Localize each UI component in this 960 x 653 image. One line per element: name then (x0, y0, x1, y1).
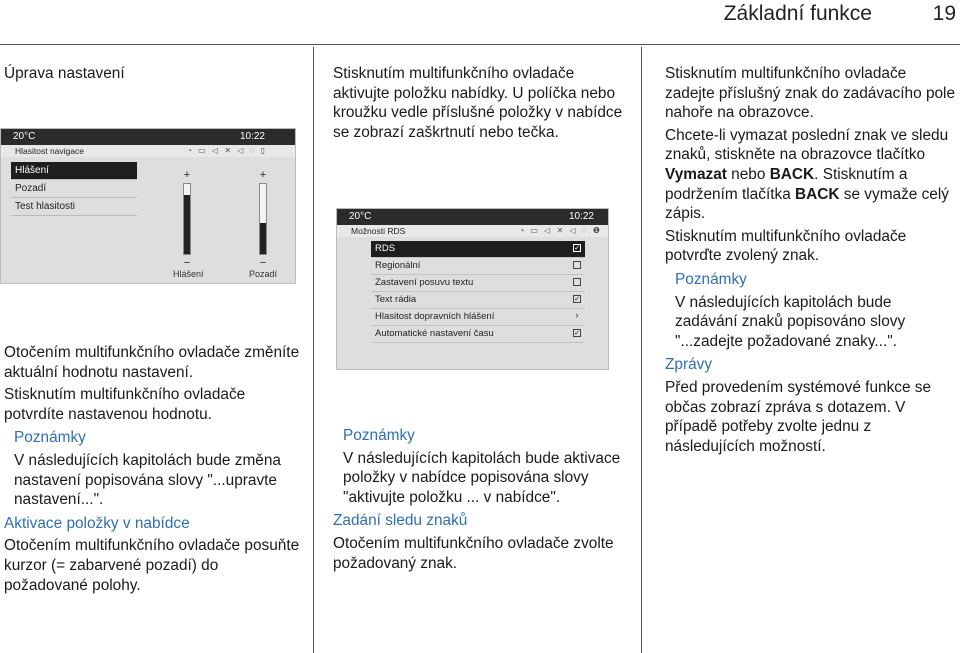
screen-subtitle: Hlasitost navigace (15, 146, 84, 156)
note-box (343, 426, 633, 507)
checkbox-icon (573, 278, 581, 286)
note-title: Poznámky (14, 429, 86, 447)
slider-fill (260, 223, 266, 255)
note-title: Poznámky (343, 427, 415, 444)
menu-item-label: Text rádia (375, 294, 417, 305)
note-box (14, 428, 304, 509)
screen-clock: 10:22 (568, 211, 594, 222)
column-3 (665, 64, 957, 459)
menu-item-label: Regionální (375, 260, 421, 271)
paragraph: Otočením multifunkčního ovladače posuňte kurzor (= zabarvené pozadí) do požadované polohy. (4, 537, 300, 594)
screen-status-bar (1, 129, 295, 145)
screen-clock: 10:22 (239, 131, 265, 142)
status-icons: ◔ ▭ ◁ ✕ ◁ ◌ ❶ (519, 226, 602, 235)
screen-subtitle-bar (337, 225, 608, 237)
screen-status-bar (337, 209, 608, 225)
screen-menu (11, 162, 137, 216)
section-title: Aktivace položky v nabídce (4, 514, 190, 532)
screen-rds-options (336, 208, 609, 370)
paragraph: Stisknutím multifunkčního ovladače zadejte příslušný znak do zadávacího pole nahoře na obrazovce. (665, 65, 956, 122)
text-run: nebo (726, 165, 770, 183)
screen-volume-settings (0, 128, 296, 284)
text-run: . Stisknutím a podržením tlačítka (665, 165, 908, 203)
column-2-body (333, 422, 633, 576)
slider-track (259, 183, 267, 255)
paragraph (665, 126, 957, 224)
page-number: 19 (932, 2, 956, 25)
header-rule (0, 44, 960, 45)
minus-icon: − (183, 257, 191, 269)
page-header (0, 0, 960, 46)
slider-label-hlaseni: Hlášení (173, 269, 204, 279)
menu-item-automaticke-nastaveni[interactable] (371, 326, 585, 343)
menu-item-label: Zastavení posuvu textu (375, 277, 474, 288)
note-text: V následujících kapitolách bude zadávání znaků popisováno slovy "...zadejte požadované znaky...". (675, 293, 906, 350)
menu-item-regionalni[interactable] (371, 258, 585, 275)
menu-item-pozadi[interactable]: Pozadí (11, 180, 137, 198)
text-run: Chcete-li vymazat poslední znak ve sledu znaků, stiskněte na obrazovce tlačítko (665, 126, 949, 164)
paragraph: Stisknutím multifunkčního ovladače potvrďte zvolený znak. (665, 227, 907, 265)
menu-item-label: RDS (375, 243, 396, 254)
menu-item-zastaveni-posuvu[interactable] (371, 275, 585, 292)
screen-subtitle-bar (1, 145, 295, 157)
status-icons: ◔ ▭ ◁ ✕ ◁ ◌ ▯ (187, 146, 267, 155)
paragraph: Stisknutím multifunkčního ovladače potvrdíte nastavenou hodnotu. (4, 386, 246, 423)
column-2 (333, 64, 633, 145)
paragraph: Otočením multifunkčního ovladače změníte aktuální hodnotu nastavení. (4, 344, 300, 381)
chevron-right-icon: › (575, 310, 579, 320)
menu-item-label: Automatické nastavení času (375, 328, 494, 339)
screen-temperature: 20°C (13, 131, 36, 142)
slider-label-pozadi: Pozadí (249, 269, 278, 279)
checkbox-checked-icon: ✓ (574, 330, 580, 337)
note-text: V následujících kapitolách bude změna nastavení popisována slovy "...upravte nastavení...". (14, 451, 281, 509)
column-1 (4, 64, 304, 87)
section-title: Zprávy (665, 356, 713, 374)
slider-fill (184, 195, 190, 255)
button-name-back: BACK (795, 185, 840, 203)
page-title: Základní funkce (723, 2, 872, 25)
screen-temperature: 20°C (349, 211, 372, 222)
checkbox-checked-icon: ✓ (574, 245, 580, 252)
paragraph: Stisknutím multifunkčního ovladače aktivujte položku nabídky. U políčka nebo kroužku vedle příslušné položky v nabídce se zobrazí zaškrtnutí nebo tečka. (333, 65, 623, 141)
text-run: se vymaže celý zápis. (665, 185, 949, 223)
menu-item-test-hlasitosti[interactable]: Test hlasitosti (11, 198, 137, 216)
note-text: V následujících kapitolách bude aktivace položky v nabídce popisována slovy "aktivujte položku ... v nabídce". (343, 449, 621, 506)
menu-item-hlaseni[interactable]: Hlášení (11, 162, 137, 180)
menu-item-label: Hlasitost dopravních hlášení (375, 311, 495, 322)
note-title: Poznámky (675, 270, 747, 288)
column-1-body (4, 343, 304, 598)
plus-icon: + (183, 169, 191, 181)
screen-subtitle: Možnosti RDS (351, 226, 406, 236)
column-rule-1 (313, 47, 314, 653)
menu-item-rds[interactable] (371, 241, 585, 258)
section-heading: Úprava nastavení (4, 65, 125, 82)
note-box (675, 270, 957, 351)
menu-item-hlasitost-hlaseni[interactable] (371, 309, 585, 326)
menu-item-text-radia[interactable] (371, 292, 585, 309)
checkbox-icon (573, 261, 581, 269)
button-name-vymazat: Vymazat (665, 165, 727, 183)
paragraph: Před provedením systémové funkce se občas zobrazí zpráva s dotazem. V případě potřeby zvolte jednu z následujících možností. (665, 378, 932, 455)
paragraph: Otočením multifunkčního ovladače zvolte požadovaný znak. (333, 534, 614, 572)
column-rule-2 (641, 47, 642, 653)
slider-hlaseni[interactable] (179, 169, 195, 269)
slider-track (183, 183, 191, 255)
checkbox-checked-icon: ✓ (574, 296, 580, 303)
slider-pozadi[interactable] (255, 169, 271, 269)
button-name-back: BACK (769, 165, 815, 183)
minus-icon: − (259, 257, 267, 269)
section-title: Zadání sledu znaků (333, 512, 468, 530)
plus-icon: + (259, 169, 267, 181)
screen-menu (371, 241, 585, 343)
